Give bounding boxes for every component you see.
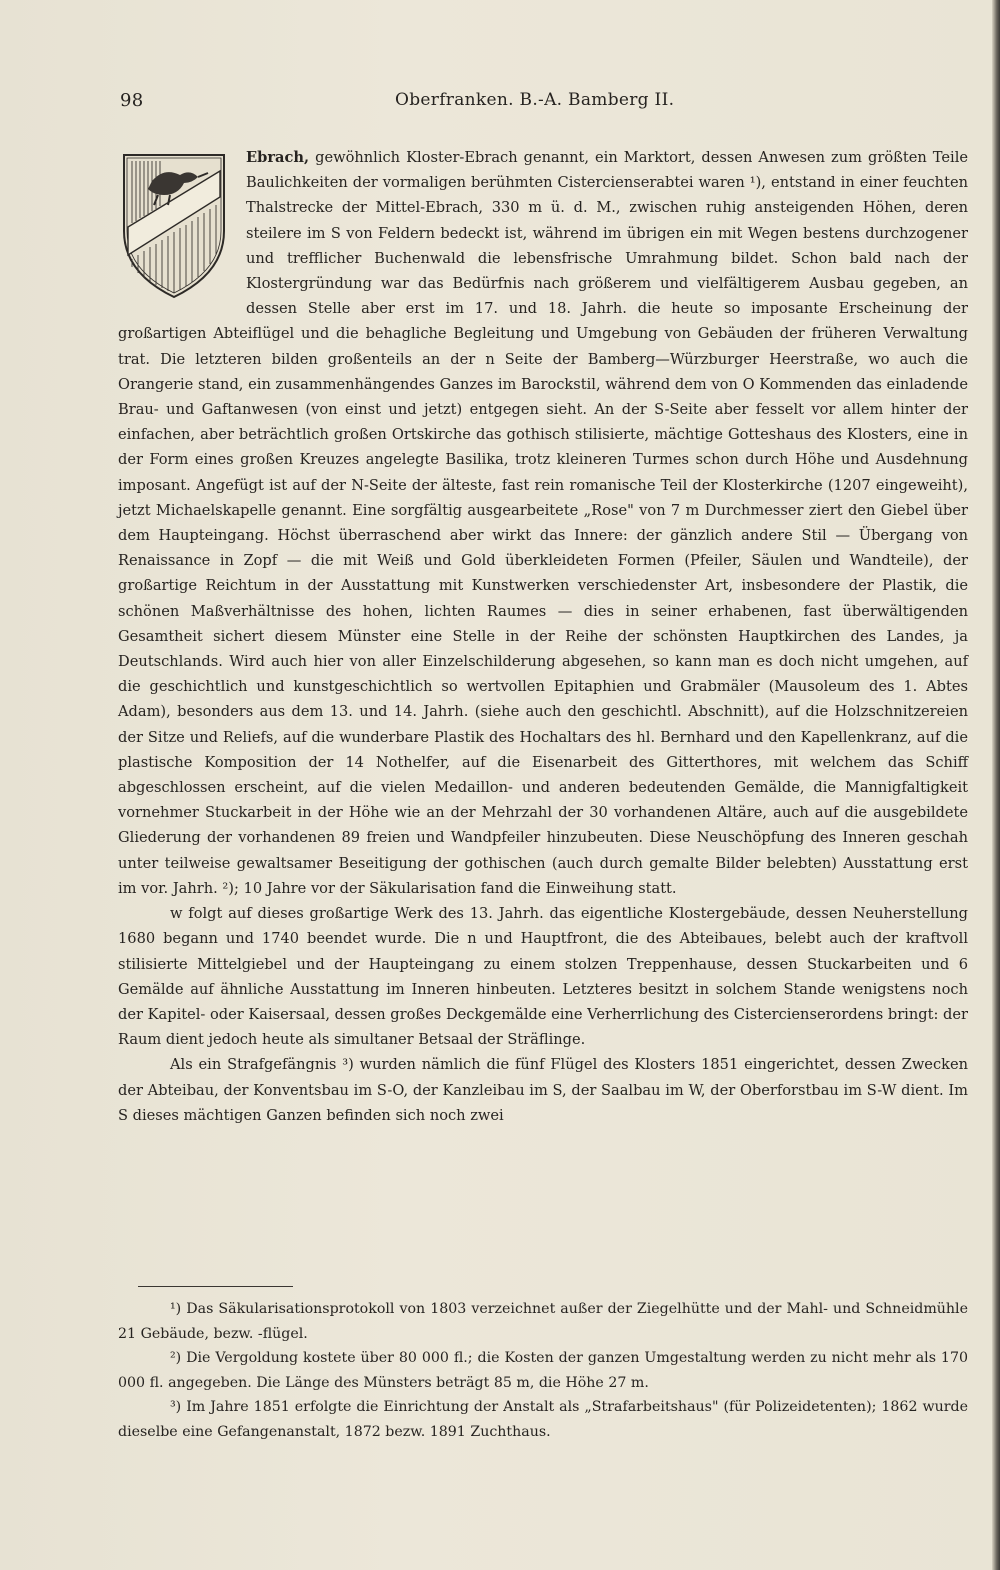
paragraph-text: w folgt auf dieses großartige Werk des 13. Jahrh. das eigentliche Klostergebäude, dessen Neuherstellung 1680 begann und 1740 beendet wurde. Die n und Hauptfront, die des Abteibaues, belebt auch der kraftvoll stilisierte Mittelgiebel und der Haupteingang zu einem stolzen Treppenhause, dessen Stuckarbeiten und 6 Gemälde auf ähnliche Ausstattung im Inneren hinbeuten. Letzteres besitzt in solchem Stande wenigstens noch der Kapitel- oder Kaisersaal, dessen großes Deckgemälde eine Verherrlichung des Cistercienserordens bringt: der Raum dient jedoch heute als simultaner Betsaal der Sträflinge. bbox=[118, 905, 968, 1049]
page-number: 98 bbox=[120, 90, 144, 111]
footnote-divider bbox=[138, 1286, 293, 1287]
coat-of-arms-icon bbox=[118, 151, 230, 301]
main-text bbox=[118, 145, 968, 1128]
paragraph-strafgefaengnis bbox=[118, 1052, 968, 1128]
paragraph-ebrach bbox=[118, 145, 968, 901]
footnotes bbox=[118, 1297, 968, 1444]
footnote-2: ²) Die Vergoldung kostete über 80 000 fl.; die Kosten der ganzen Umgestaltung werden zu nicht mehr als 170 000 fl. angegeben. Die Länge des Münsters beträgt 85 m, die Höhe 27 m. bbox=[118, 1350, 968, 1391]
footnote-1: ¹) Das Säkularisationsprotokoll von 1803 verzeichnet außer der Ziegelhütte und der Mahl- und Schneidmühle 21 Gebäude, bezw. -flügel. bbox=[118, 1301, 968, 1342]
paragraph-text: gewöhnlich Kloster-Ebrach genannt, ein Marktort, dessen Anwesen zum größten Teile Baulichkeiten der vormaligen berühmten Cistercienserabtei waren ¹), entstand in einer feuchten Thalstrecke der Mittel-Ebrach, 330 m ü. d. M., zwischen ruhig ansteigenden Höhen, deren steilere im S von Feldern bedeckt ist, während im übrigen ein mit Wegen bestens durchzogener und trefflicher Buchenwald die lebensfrische Umrahmung bildet. Schon bald nach der Klostergründung war das Bedürfnis nach größerem und vielfältigerem Ausbau gegeben, an dessen Stelle aber erst im 17. und 18. Jahrh. die heute so imposante Erscheinung der großartigen Abteiflügel und die behagliche Begleitung und Umgebung von Gebäuden der früheren Verwaltung trat. Die letzteren bilden großenteils an der n Seite der Bamberg—Würzburger Heerstraße, wo auch die Orangerie stand, ein zusammenhängendes Ganzes im Barockstil, während dem von O Kommenden das einladende Brau- und Gaftanwesen (von einst und jetzt) entgegen sieht. An der S-Seite aber fesselt vor allem hinter der einfachen, aber beträchtlich großen Ortskirche das gothisch stilisierte, mächtige Gotteshaus des Klosters, eine in der Form eines großen Kreuzes angelegte Basilika, trotz kleineren Turmes schon durch Höhe und Ausdehnung imposant. Angefügt ist auf der N-Seite der älteste, fast rein romanische Teil der Klosterkirche (1207 eingeweiht), jetzt Michaelskapelle genannt. Eine sorgfältig ausgearbeitete „Rose" von 7 m Durchmesser ziert den Giebel über dem Haupteingang. Höchst überraschend aber wirkt das Innere: der gänzlich andere Stil — Übergang von Renaissance in Zopf — die mit Weiß und Gold überkleideten Formen (Pfeiler, Säulen und Wandteile), der großartige Reichtum in der Ausstattung mit Kunstwerken verschiedenster Art, insbesondere der Plastik, die schönen Maßverhältnisse des hohen, lichten Raumes — dies in seiner erhabenen, fast überwältigenden Gesamtheit sichert diesem Münster eine Stelle in der Reihe der schönsten Hauptkirchen des Landes, ja Deutschlands. Wird auch hier von aller Einzelschilderung abgesehen, so kann man es doch nicht umgehen, auf die geschichtlich und kunstgeschichtlich so wertvollen Epitaphien und Grabmäler (Mausoleum des 1. Abtes Adam), besonders aus dem 13. und 14. Jahrh. (siehe auch den geschichtl. Abschnitt), auf die Holzschnitzereien der Sitze und Reliefs, auf die wunderbare Plastik des Hochaltars des hl. Bernhard und den Kapellenkranz, auf die plastische Komposition der 14 Nothelfer, auf die Eisenarbeit des Gitterthores, mit welchem das Schiff abgeschlossen erscheint, auf die vielen Medaillon- und anderen bedeutenden Gemälde, die Mannigfaltigkeit vornehmer Stuckarbeit in der Höhe wie an der Mehrzahl der 30 vorhandenen Altäre, auch auf die ausgebildete Gliederung der vorhandenen 89 freien und Wandpfeiler hinzubeuten. Diese Neuschöpfung des Inneren geschah unter teilweise gewaltsamer Beseitigung der gothischen (auch durch gemalte Bilder belebten) Ausstattung erst im vor. Jahrh. ²); 10 Jahre vor der Säkularisation fand die Einweihung statt. bbox=[118, 149, 969, 897]
page-header bbox=[120, 90, 970, 114]
page-edge-shadow bbox=[992, 0, 1000, 1570]
running-title: Oberfranken. B.-A. Bamberg II. bbox=[395, 90, 675, 110]
paragraph-klostergebaeude bbox=[118, 901, 968, 1052]
paragraph-text: Als ein Strafgefängnis ³) wurden nämlich die fünf Flügel des Klosters 1851 eingerichtet, dessen Zwecken der Abteibau, der Konventsbau im S-O, der Kanzleibau im S, der Saalbau im W, der Oberforstbau im S-W dient. Im S dieses mächtigen Ganzen befinden sich noch zwei bbox=[118, 1056, 968, 1124]
lemma: Ebrach, bbox=[246, 149, 310, 166]
footnote-3: ³) Im Jahre 1851 erfolgte die Einrichtung der Anstalt als „Strafarbeitshaus" (für Polizeidetenten); 1862 wurde dieselbe eine Gefangenanstalt, 1872 bezw. 1891 Zuchthaus. bbox=[118, 1399, 968, 1440]
